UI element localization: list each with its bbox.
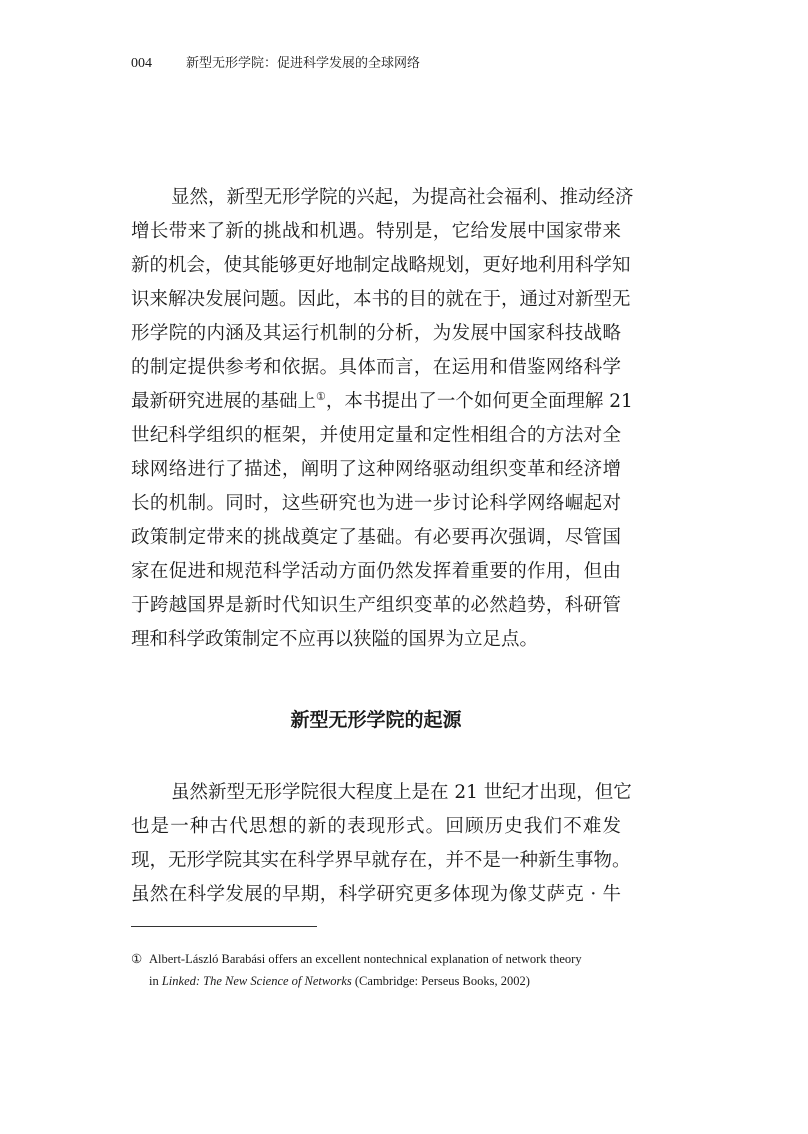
- page-number: 004: [131, 56, 152, 71]
- paragraph-line: 家在促进和规范科学活动方面仍然发挥着重要的作用，但由: [131, 561, 621, 582]
- footnote-text: (Cambridge: Perseus Books, 2002): [351, 974, 530, 988]
- body-paragraph-1: [131, 181, 634, 657]
- paragraph-line: 新的机会，使其能够更好地制定战略规划，更好地利用科学知: [131, 255, 631, 276]
- line-text: 最新研究进展的基础上: [131, 391, 317, 412]
- line-text: ，本书提出了一个如何更全面理解 21: [325, 391, 633, 412]
- footnote: [131, 948, 631, 992]
- paragraph-line: 政策制定带来的挑战奠定了基础。有必要再次强调，尽管国: [131, 527, 621, 548]
- paragraph-line: 增长带来了新的挑战和机遇。特别是，它给发展中国家带来: [131, 221, 621, 242]
- footnote-marker: ①: [131, 952, 143, 966]
- paragraph-line: 虽然新型无形学院很大程度上是在 21 世纪才出现，但它: [171, 782, 632, 803]
- body-paragraph-2: [131, 776, 632, 912]
- paragraph-line-with-footnote-ref: [131, 385, 633, 419]
- footnote-text: in: [149, 974, 162, 988]
- footnote-line: [131, 948, 631, 970]
- paragraph-line: 的制定提供参考和依据。具体而言，在运用和借鉴网络科学: [131, 357, 621, 378]
- paragraph-line: 理和科学政策制定不应再以狭隘的国界为立足点。: [131, 629, 539, 650]
- paragraph-line: 虽然在科学发展的早期，科学研究更多体现为像艾萨克 · 牛: [131, 884, 621, 905]
- running-head-title: 新型无形学院：促进科学发展的全球网络: [186, 56, 421, 71]
- footnote-line: [131, 970, 631, 992]
- running-head: [131, 56, 420, 72]
- footnote-book-title: Linked: The New Science of Networks: [161, 974, 352, 988]
- paragraph-line: 世纪科学组织的框架，并使用定量和定性相组合的方法对全: [131, 425, 621, 446]
- paragraph-line: 长的机制。同时，这些研究也为进一步讨论科学网络崛起对: [131, 493, 621, 514]
- paragraph-line: 也是一种古代思想的新的表现形式。回顾历史我们不难发: [131, 816, 621, 837]
- paragraph-line: 球网络进行了描述，阐明了这种网络驱动组织变革和经济增: [131, 459, 621, 480]
- paragraph-line: 于跨越国界是新时代知识生产组织变革的必然趋势，科研管: [131, 595, 621, 616]
- footnote-text: Albert-László Barabási offers an excellent nontechnical explanation of network theory: [149, 952, 582, 966]
- footnote-reference[interactable]: ①: [316, 390, 326, 403]
- paragraph-line: 现，无形学院其实在科学界早就存在，并不是一种新生事物。: [131, 850, 631, 871]
- paragraph-line: 显然，新型无形学院的兴起，为提高社会福利、推动经济: [171, 187, 634, 208]
- paragraph-line: 识来解决发展问题。因此，本书的目的就在于，通过对新型无: [131, 289, 631, 310]
- paragraph-line: 形学院的内涵及其运行机制的分析，为发展中国家科技战略: [131, 323, 621, 344]
- footnote-divider: [131, 926, 317, 927]
- section-heading: 新型无形学院的起源: [290, 709, 462, 731]
